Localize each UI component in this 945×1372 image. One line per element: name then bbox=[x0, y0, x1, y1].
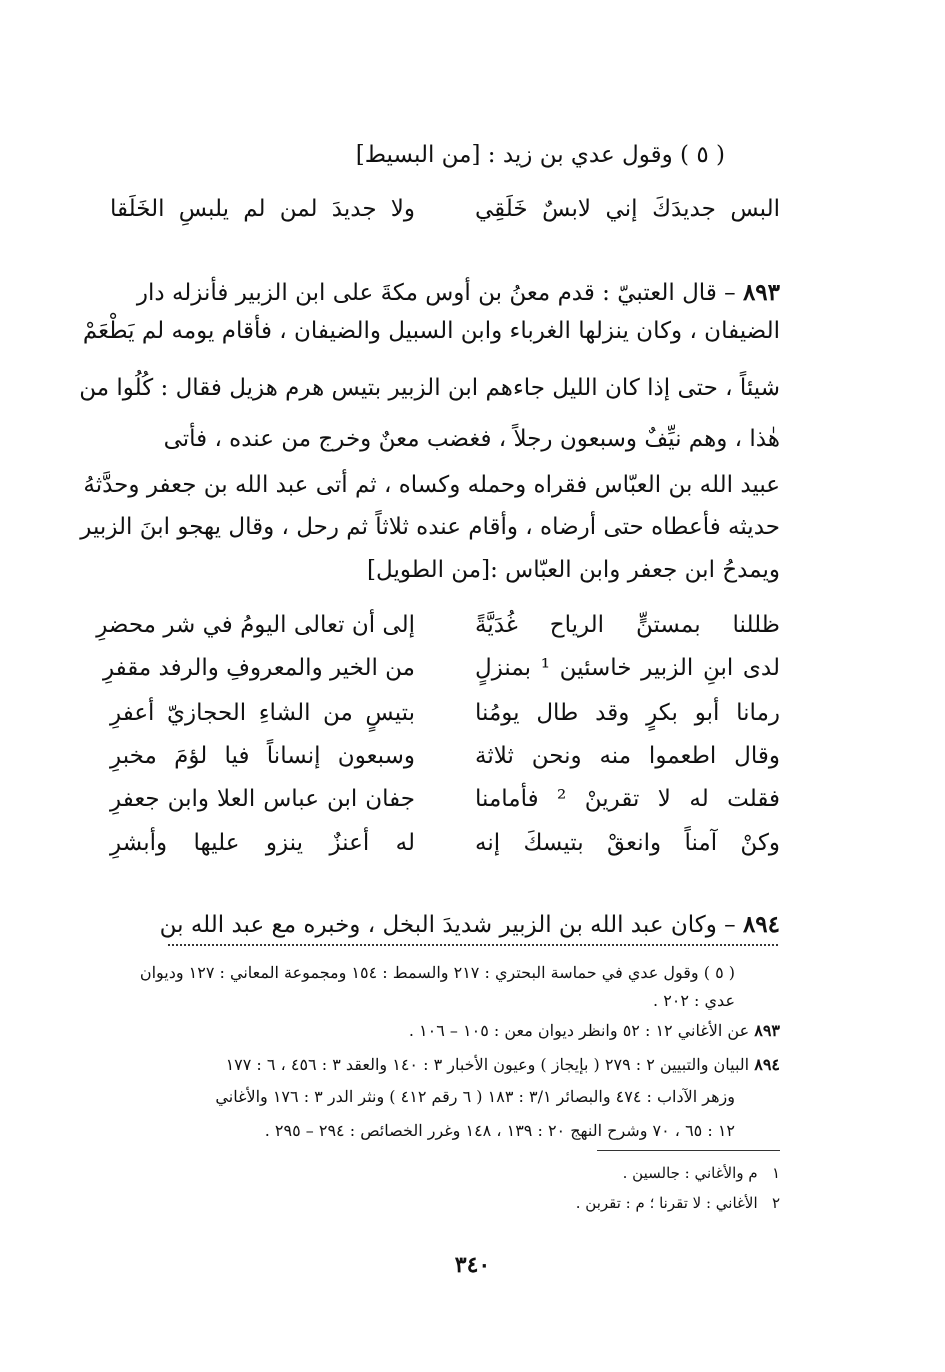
verse-row bbox=[110, 786, 780, 820]
verse-first-hemistich: لدى ابنِ الزبير خاسئين ¹ بمنزلٍ bbox=[475, 655, 780, 681]
footnote bbox=[623, 1162, 780, 1184]
para-893-line-3: شيئاً ، حتى إذا كان الليل جاءهم ابن الزبير بتيس هرم هزيل فقال : كُلُوا من bbox=[79, 375, 780, 401]
verse-first-hemistich: البس جديدَكَ إني لابسٌ خَلَقِي bbox=[475, 196, 780, 222]
heading-5: ( ٥ ) وقول عدي بن زيد : [من البسيط] bbox=[355, 142, 725, 168]
verse-second-hemistich: من الخير والمعروفِ والرفد مقفرِ bbox=[102, 655, 415, 681]
para-894-line-1 bbox=[159, 910, 780, 940]
verse-second-hemistich: وسبعون إنساناً فيا لؤمَ مخبرِ bbox=[110, 743, 415, 769]
ref-893-text: عن الأغاني ١٢ : ٥٢ وانظر ديوان معن : ١٠٥ – ١٠٦ . bbox=[408, 1021, 750, 1040]
verse-second-hemistich: بتيسٍ من الشاءِ الحجازيّ أعفرِ bbox=[110, 700, 415, 726]
verse-row bbox=[102, 655, 780, 689]
para-893-line-6: حديثه فأعطاه حتى أرضاه ، وأقام عنده ثلاثاً ثم رحل ، وقال يهجو ابنَ الزبير bbox=[80, 514, 780, 540]
footnote-number: ٢ bbox=[771, 1194, 780, 1212]
para-893-line-1 bbox=[136, 278, 780, 308]
para-893-line-5: عبيد الله بن العبّاس فقراه وحمله وكساه ، ثم أتى عبد الله بن جعفر وحدَّثهُ bbox=[83, 472, 780, 498]
verse-first-hemistich: ظللنا بمستنٍّ الرياح غُدَيَّةً bbox=[475, 612, 780, 638]
para-894-number: ٨٩٤ bbox=[742, 911, 780, 938]
verse-second-hemistich: ولا جديدَ لمن لم يلبسِ الخَلَقا bbox=[110, 196, 415, 222]
ref-893-number: ٨٩٣ bbox=[754, 1021, 780, 1040]
verse-row bbox=[110, 743, 780, 777]
verse-row bbox=[110, 830, 780, 864]
ref-894-number: ٨٩٤ bbox=[754, 1055, 780, 1074]
verse-row bbox=[110, 196, 780, 230]
footnote bbox=[576, 1192, 780, 1214]
page-number: ٣٤٠ bbox=[454, 1252, 491, 1278]
para-893-line-2: الضيفان ، وكان ينزلها الغرباء وابن السبيل والضيفان ، فأقام يومه لم يَطْعَمْ bbox=[82, 318, 780, 344]
ref-5-line-1: ( ٥ ) وقول عدي في حماسة البحتري : ٢١٧ والسمط : ١٥٤ ومجموعة المعاني : ١٢٧ وديوان bbox=[139, 963, 735, 982]
footnote-text: م والأغاني : جالسين . bbox=[622, 1164, 758, 1182]
ref-894-line-2: وزهر الآداب : ٤٧٤ والبصائر ٣/١ : ١٨٣ ( ٦ رقم ٤١٢ ) ونثر الدر ٣ : ١٧٦ والأغاني bbox=[215, 1087, 735, 1106]
footnote-text: الأغاني : لا تقرنا ؛ م : تقربن . bbox=[575, 1194, 758, 1212]
footnote-number: ١ bbox=[771, 1164, 780, 1182]
dotted-separator bbox=[168, 944, 778, 946]
para-893-line-4: هٰذا ، وهم نيِّفٌ وسبعون رجلاً ، فغضب معنٌ وخرج من عنده ، فأتى bbox=[163, 426, 780, 452]
verse-first-hemistich: رمانا أبو بكرٍ وقد طال يومُنا bbox=[475, 700, 780, 726]
verse-row bbox=[96, 612, 780, 646]
ref-894-line-1 bbox=[150, 1052, 780, 1078]
ref-893 bbox=[150, 1018, 780, 1044]
para-893-line-7: ويمدحُ ابن جعفر وابن العبّاس :[من الطويل] bbox=[367, 557, 780, 583]
ref-5-line-2: عدي : ٢٠٢ . bbox=[653, 991, 735, 1010]
ref-894-text: البيان والتبيين ٢ : ٢٧٩ ( بإيجاز ) وعيون الأخبار ٣ : ١٤٠ والعقد ٣ : ٤٥٦ ، ٦ : ١٧٧ bbox=[225, 1055, 750, 1074]
para-893-number: ٨٩٣ bbox=[742, 279, 780, 306]
verse-second-hemistich: إلى أن تعالى اليومُ في شر محضرِ bbox=[96, 612, 415, 638]
verse-first-hemistich: وكنْ آمناً وانعقْ بتيسكَ إنه bbox=[475, 830, 780, 856]
footnote-rule bbox=[597, 1150, 780, 1151]
para-894-text: – وكان عبد الله بن الزبير شديدَ البخل ، وخبره مع عبد الله بن bbox=[159, 912, 736, 938]
verse-second-hemistich: جفان ابن عباس العلا وابن جعفرِ bbox=[110, 786, 415, 812]
verse-row bbox=[110, 700, 780, 734]
verse-first-hemistich: فقلت له لا تقرينْ ² فأمامنا bbox=[475, 786, 780, 812]
para-893-text: – قال العتبيّ : قدم معنُ بن أوس مكةَ على ابن الزبير فأنزله دار bbox=[136, 280, 736, 306]
verse-second-hemistich: له أعنزٌ ينزو عليها وأبشرِ bbox=[110, 830, 415, 856]
verse-first-hemistich: وقال اطعموا منه ونحن ثلاثة bbox=[475, 743, 780, 769]
ref-894-line-3: ١٢ : ٦٥ ، ٧٠ وشرح النهج ٢٠ : ١٣٩ ، ١٤٨ وغرر الخصائص : ٢٩٤ – ٢٩٥ . bbox=[264, 1121, 735, 1140]
